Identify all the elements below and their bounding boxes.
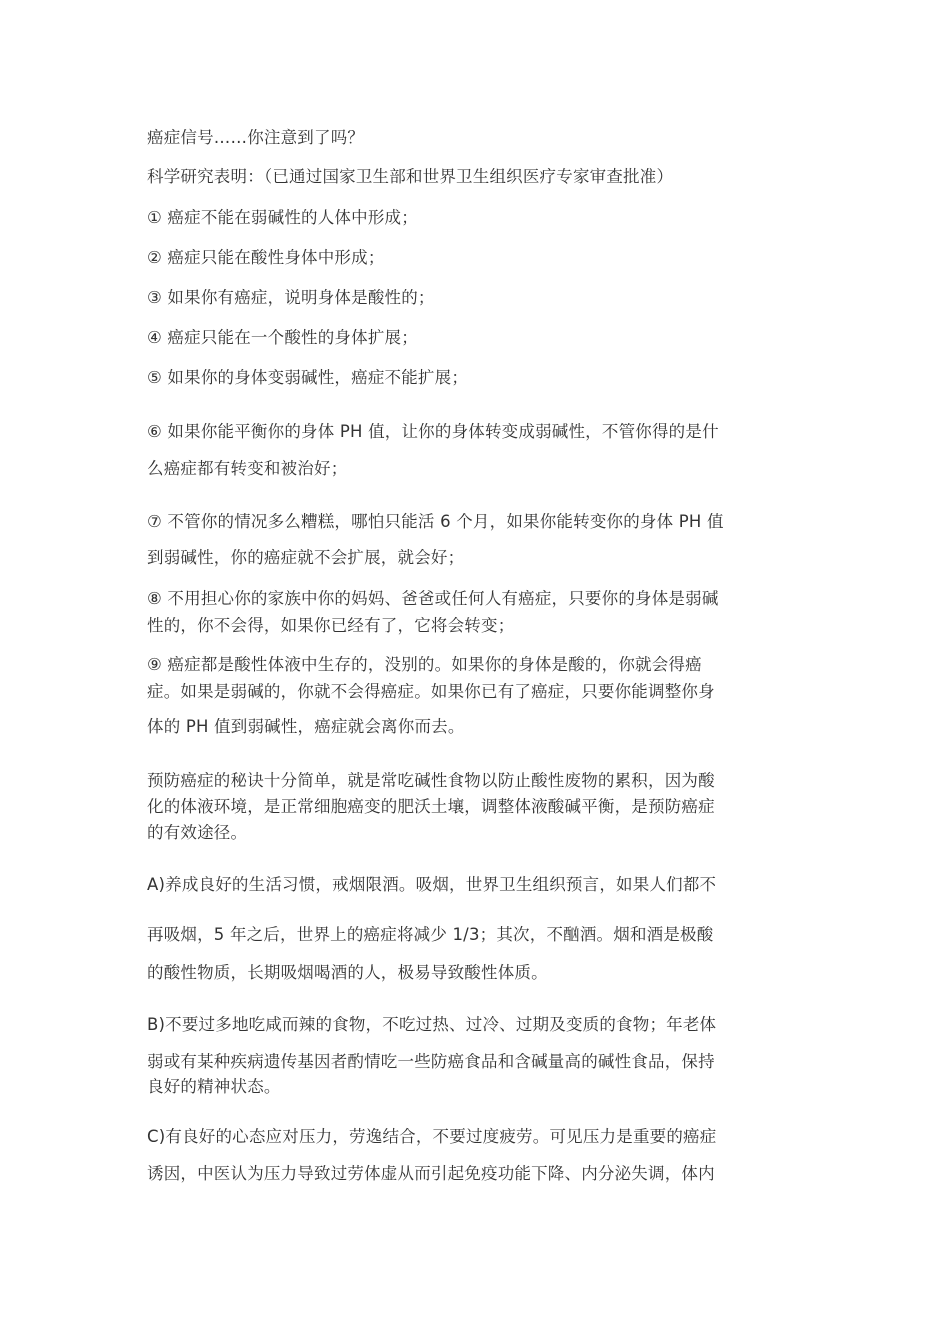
list-item-8-line-1: ⑧ 不用担心你的家族中你的妈妈、爸爸或任何人有癌症，只要你的身体是弱碱 (147, 589, 719, 608)
list-item-7-line-1: ⑦ 不管你的情况多么糟糕，哪怕只能活 6 个月，如果你能转变你的身体 PH 值 (147, 512, 724, 531)
list-item-4: ④ 癌症只能在一个酸性的身体扩展； (147, 328, 418, 347)
list-item-9-line-3: 体的 PH 值到弱碱性，癌症就会离你而去。 (147, 717, 465, 736)
tip-c-line-2: 诱因，中医认为压力导致过劳体虚从而引起免疫功能下降、内分泌失调，体内 (147, 1164, 715, 1183)
tip-a-line-1: A)养成良好的生活习惯，戒烟限酒。吸烟，世界卫生组织预言，如果人们都不 (147, 875, 717, 894)
list-item-1: ① 癌症不能在弱碱性的人体中形成； (147, 208, 418, 227)
tip-a-line-3: 的酸性物质，长期吸烟喝酒的人，极易导致酸性体质。 (147, 963, 548, 982)
tip-a-line-2: 再吸烟，5 年之后，世界上的癌症将减少 1/3；其次，不酗酒。烟和酒是极酸 (147, 925, 714, 944)
list-item-9-line-2: 症。如果是弱碱的，你就不会得癌症。如果你已有了癌症，只要你能调整你身 (147, 682, 715, 701)
tip-b-line-3: 良好的精神状态。 (147, 1077, 281, 1096)
list-item-8-line-2: 性的，你不会得，如果你已经有了，它将会转变； (147, 616, 515, 635)
doc-title: 癌症信号……你注意到了吗？ (147, 128, 365, 147)
list-item-6-line-2: 么癌症都有转变和被治好； (147, 459, 348, 478)
tip-b-line-1: B)不要过多地吃咸而辣的食物，不吃过热、过冷、过期及变质的食物；年老体 (147, 1015, 717, 1034)
prevention-intro-line-3: 的有效途径。 (147, 823, 248, 842)
prevention-intro-line-2: 化的体液环境，是正常细胞癌变的肥沃土壤，调整体液酸碱平衡，是预防癌症 (147, 797, 715, 816)
list-item-2: ② 癌症只能在酸性身体中形成； (147, 248, 385, 267)
doc-intro: 科学研究表明：（已通过国家卫生部和世界卫生组织医疗专家审查批准） (147, 167, 674, 186)
tip-c-line-1: C)有良好的心态应对压力，劳逸结合，不要过度疲劳。可见压力是重要的癌症 (147, 1127, 717, 1146)
prevention-intro-line-1: 预防癌症的秘诀十分简单，就是常吃碱性食物以防止酸性废物的累积，因为酸 (147, 771, 715, 790)
tip-b-line-2: 弱或有某种疾病遗传基因者酌情吃一些防癌食品和含碱量高的碱性食品，保持 (147, 1052, 715, 1071)
list-item-6-line-1: ⑥ 如果你能平衡你的身体 PH 值，让你的身体转变成弱碱性，不管你得的是什 (147, 422, 719, 441)
list-item-3: ③ 如果你有癌症，说明身体是酸性的； (147, 288, 435, 307)
list-item-7-line-2: 到弱碱性，你的癌症就不会扩展，就会好； (147, 548, 465, 567)
list-item-5: ⑤ 如果你的身体变弱碱性，癌症不能扩展； (147, 368, 469, 387)
list-item-9-line-1: ⑨ 癌症都是酸性体液中生存的，没别的。如果你的身体是酸的，你就会得癌 (147, 655, 702, 674)
